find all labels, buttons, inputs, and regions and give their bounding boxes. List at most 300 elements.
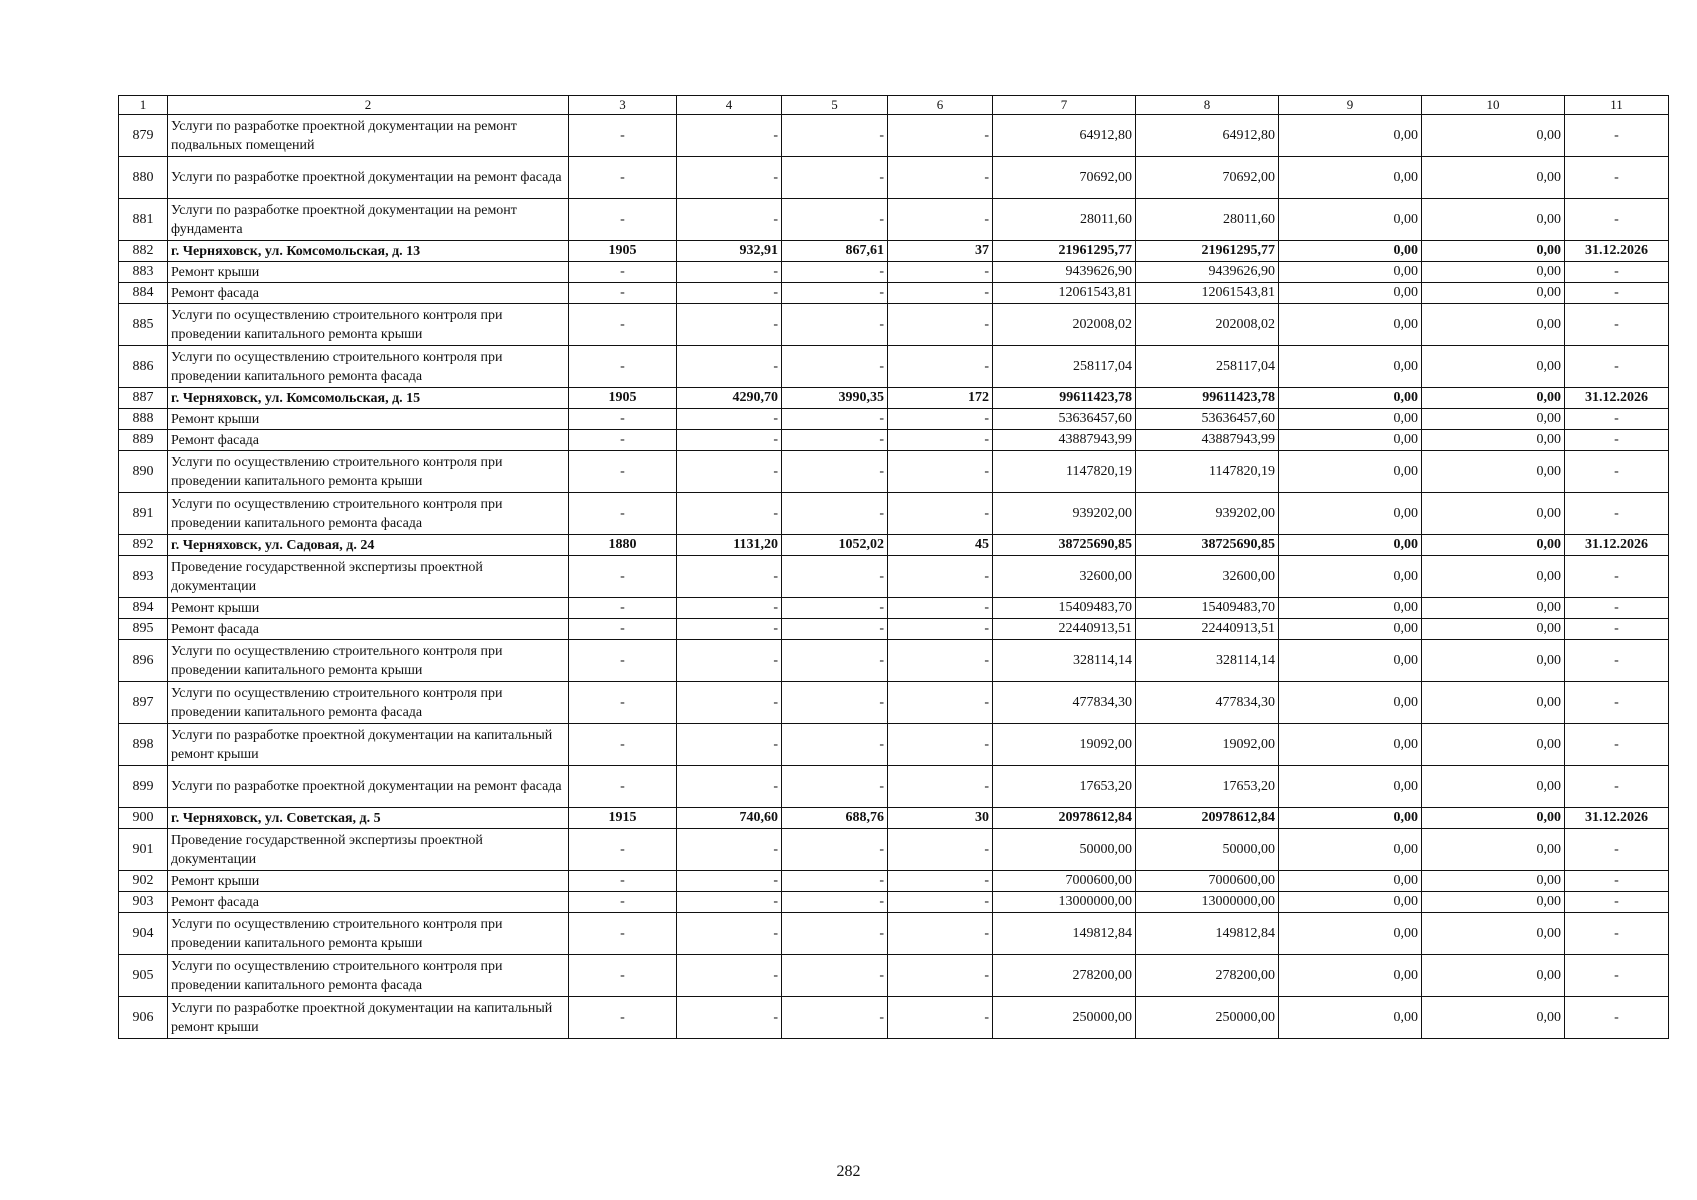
address-row — [119, 388, 1669, 409]
row-number-cell: 887 — [119, 388, 168, 409]
total-area-cell: - — [677, 892, 782, 913]
table-row — [119, 598, 1669, 619]
deadline-cell: - — [1565, 871, 1669, 892]
total-area-cell: - — [677, 115, 782, 157]
fund-cost-cell: 7000600,00 — [1136, 871, 1279, 892]
budget-cost-cell: 0,00 — [1279, 388, 1422, 409]
header-cell: 6 — [888, 96, 993, 115]
year-cell: - — [569, 913, 677, 955]
fund-cost-cell: 939202,00 — [1136, 493, 1279, 535]
table-row — [119, 619, 1669, 640]
year-cell: - — [569, 682, 677, 724]
budget-cost-cell: 0,00 — [1279, 682, 1422, 724]
total-cost-cell: 38725690,85 — [993, 535, 1136, 556]
table-row — [119, 871, 1669, 892]
residents-cell: 37 — [888, 241, 993, 262]
item-name-cell: Ремонт фасада — [168, 283, 569, 304]
budget-cost-cell: 0,00 — [1279, 304, 1422, 346]
table-row — [119, 199, 1669, 241]
item-name-cell: Ремонт крыши — [168, 871, 569, 892]
residents-cell: - — [888, 598, 993, 619]
total-area-cell: - — [677, 346, 782, 388]
total-cost-cell: 22440913,51 — [993, 619, 1136, 640]
living-area-cell: - — [782, 766, 888, 808]
year-cell: - — [569, 115, 677, 157]
other-cost-cell: 0,00 — [1422, 262, 1565, 283]
address-row — [119, 241, 1669, 262]
budget-cost-cell: 0,00 — [1279, 871, 1422, 892]
living-area-cell: - — [782, 199, 888, 241]
other-cost-cell: 0,00 — [1422, 493, 1565, 535]
table-row — [119, 451, 1669, 493]
row-number-cell: 894 — [119, 598, 168, 619]
total-area-cell: - — [677, 157, 782, 199]
header-cell: 8 — [1136, 96, 1279, 115]
residents-cell: - — [888, 640, 993, 682]
fund-cost-cell: 20978612,84 — [1136, 808, 1279, 829]
budget-cost-cell: 0,00 — [1279, 598, 1422, 619]
table-row — [119, 304, 1669, 346]
table-row — [119, 955, 1669, 997]
table-row — [119, 556, 1669, 598]
residents-cell: - — [888, 724, 993, 766]
total-area-cell: - — [677, 409, 782, 430]
budget-cost-cell: 0,00 — [1279, 892, 1422, 913]
living-area-cell: 867,61 — [782, 241, 888, 262]
budget-cost-cell: 0,00 — [1279, 199, 1422, 241]
item-name-cell: Услуги по разработке проектной документации на ремонт фасада — [168, 766, 569, 808]
year-cell: 1915 — [569, 808, 677, 829]
total-cost-cell: 21961295,77 — [993, 241, 1136, 262]
document-table-container — [118, 95, 1669, 1039]
budget-cost-cell: 0,00 — [1279, 997, 1422, 1039]
table-row — [119, 682, 1669, 724]
item-name-cell: г. Черняховск, ул. Садовая, д. 24 — [168, 535, 569, 556]
fund-cost-cell: 64912,80 — [1136, 115, 1279, 157]
row-number-cell: 883 — [119, 262, 168, 283]
deadline-cell: - — [1565, 997, 1669, 1039]
fund-cost-cell: 202008,02 — [1136, 304, 1279, 346]
row-number-cell: 893 — [119, 556, 168, 598]
fund-cost-cell: 250000,00 — [1136, 997, 1279, 1039]
year-cell: - — [569, 766, 677, 808]
deadline-cell: - — [1565, 682, 1669, 724]
row-number-cell: 900 — [119, 808, 168, 829]
year-cell: - — [569, 640, 677, 682]
fund-cost-cell: 278200,00 — [1136, 955, 1279, 997]
item-name-cell: Услуги по разработке проектной документации на ремонт фундамента — [168, 199, 569, 241]
address-row — [119, 808, 1669, 829]
budget-cost-cell: 0,00 — [1279, 556, 1422, 598]
fund-cost-cell: 258117,04 — [1136, 346, 1279, 388]
row-number-cell: 890 — [119, 451, 168, 493]
fund-cost-cell: 32600,00 — [1136, 556, 1279, 598]
living-area-cell: - — [782, 346, 888, 388]
total-cost-cell: 43887943,99 — [993, 430, 1136, 451]
total-area-cell: 4290,70 — [677, 388, 782, 409]
other-cost-cell: 0,00 — [1422, 451, 1565, 493]
total-cost-cell: 7000600,00 — [993, 871, 1136, 892]
table-row — [119, 262, 1669, 283]
header-cell: 4 — [677, 96, 782, 115]
living-area-cell: - — [782, 871, 888, 892]
item-name-cell: Проведение государственной экспертизы проектной документации — [168, 556, 569, 598]
year-cell: - — [569, 598, 677, 619]
total-cost-cell: 328114,14 — [993, 640, 1136, 682]
total-area-cell: - — [677, 619, 782, 640]
item-name-cell: Проведение государственной экспертизы проектной документации — [168, 829, 569, 871]
living-area-cell: - — [782, 724, 888, 766]
other-cost-cell: 0,00 — [1422, 115, 1565, 157]
fund-cost-cell: 21961295,77 — [1136, 241, 1279, 262]
living-area-cell: - — [782, 451, 888, 493]
total-area-cell: - — [677, 913, 782, 955]
deadline-cell: - — [1565, 283, 1669, 304]
deadline-cell: - — [1565, 955, 1669, 997]
deadline-cell: - — [1565, 199, 1669, 241]
other-cost-cell: 0,00 — [1422, 199, 1565, 241]
row-number-cell: 902 — [119, 871, 168, 892]
table-row — [119, 430, 1669, 451]
budget-cost-cell: 0,00 — [1279, 346, 1422, 388]
budget-cost-cell: 0,00 — [1279, 724, 1422, 766]
item-name-cell: Услуги по осуществлению строительного контроля при проведении капитального ремонта крыши — [168, 304, 569, 346]
residents-cell: - — [888, 451, 993, 493]
deadline-cell: - — [1565, 493, 1669, 535]
row-number-cell: 891 — [119, 493, 168, 535]
total-area-cell: - — [677, 556, 782, 598]
item-name-cell: г. Черняховск, ул. Советская, д. 5 — [168, 808, 569, 829]
total-area-cell: - — [677, 304, 782, 346]
item-name-cell: Услуги по осуществлению строительного контроля при проведении капитального ремонта крыши — [168, 913, 569, 955]
total-area-cell: - — [677, 829, 782, 871]
year-cell: - — [569, 493, 677, 535]
living-area-cell: - — [782, 598, 888, 619]
budget-cost-cell: 0,00 — [1279, 283, 1422, 304]
fund-cost-cell: 28011,60 — [1136, 199, 1279, 241]
deadline-cell: 31.12.2026 — [1565, 535, 1669, 556]
table-row — [119, 829, 1669, 871]
budget-cost-cell: 0,00 — [1279, 430, 1422, 451]
row-number-cell: 899 — [119, 766, 168, 808]
year-cell: - — [569, 409, 677, 430]
year-cell: - — [569, 955, 677, 997]
living-area-cell: - — [782, 997, 888, 1039]
year-cell: - — [569, 199, 677, 241]
row-number-cell: 882 — [119, 241, 168, 262]
living-area-cell: - — [782, 829, 888, 871]
item-name-cell: Услуги по осуществлению строительного контроля при проведении капитального ремонта фасада — [168, 346, 569, 388]
deadline-cell: - — [1565, 556, 1669, 598]
living-area-cell: - — [782, 283, 888, 304]
living-area-cell: - — [782, 262, 888, 283]
item-name-cell: г. Черняховск, ул. Комсомольская, д. 15 — [168, 388, 569, 409]
year-cell: - — [569, 556, 677, 598]
fund-cost-cell: 17653,20 — [1136, 766, 1279, 808]
row-number-cell: 886 — [119, 346, 168, 388]
row-number-cell: 888 — [119, 409, 168, 430]
residents-cell: - — [888, 871, 993, 892]
other-cost-cell: 0,00 — [1422, 388, 1565, 409]
row-number-cell: 896 — [119, 640, 168, 682]
deadline-cell: - — [1565, 913, 1669, 955]
item-name-cell: Услуги по разработке проектной документации на капитальный ремонт крыши — [168, 724, 569, 766]
deadline-cell: - — [1565, 157, 1669, 199]
total-cost-cell: 9439626,90 — [993, 262, 1136, 283]
deadline-cell: - — [1565, 451, 1669, 493]
budget-cost-cell: 0,00 — [1279, 493, 1422, 535]
year-cell: - — [569, 157, 677, 199]
table-row — [119, 283, 1669, 304]
header-cell: 11 — [1565, 96, 1669, 115]
table-row — [119, 115, 1669, 157]
residents-cell: - — [888, 493, 993, 535]
residents-cell: - — [888, 409, 993, 430]
total-area-cell: 1131,20 — [677, 535, 782, 556]
fund-cost-cell: 15409483,70 — [1136, 598, 1279, 619]
total-cost-cell: 149812,84 — [993, 913, 1136, 955]
other-cost-cell: 0,00 — [1422, 913, 1565, 955]
row-number-cell: 884 — [119, 283, 168, 304]
other-cost-cell: 0,00 — [1422, 346, 1565, 388]
fund-cost-cell: 13000000,00 — [1136, 892, 1279, 913]
total-cost-cell: 1147820,19 — [993, 451, 1136, 493]
row-number-cell: 880 — [119, 157, 168, 199]
other-cost-cell: 0,00 — [1422, 283, 1565, 304]
fund-cost-cell: 19092,00 — [1136, 724, 1279, 766]
residents-cell: - — [888, 913, 993, 955]
item-name-cell: Услуги по осуществлению строительного контроля при проведении капитального ремонта крыши — [168, 640, 569, 682]
living-area-cell: - — [782, 493, 888, 535]
total-area-cell: - — [677, 871, 782, 892]
deadline-cell: - — [1565, 409, 1669, 430]
total-area-cell: - — [677, 451, 782, 493]
row-number-cell: 903 — [119, 892, 168, 913]
item-name-cell: Услуги по осуществлению строительного контроля при проведении капитального ремонта фасада — [168, 493, 569, 535]
row-number-cell: 889 — [119, 430, 168, 451]
table-row — [119, 892, 1669, 913]
deadline-cell: 31.12.2026 — [1565, 808, 1669, 829]
residents-cell: 45 — [888, 535, 993, 556]
row-number-cell: 885 — [119, 304, 168, 346]
living-area-cell: 688,76 — [782, 808, 888, 829]
other-cost-cell: 0,00 — [1422, 955, 1565, 997]
other-cost-cell: 0,00 — [1422, 871, 1565, 892]
other-cost-cell: 0,00 — [1422, 892, 1565, 913]
total-cost-cell: 28011,60 — [993, 199, 1136, 241]
budget-cost-cell: 0,00 — [1279, 451, 1422, 493]
fund-cost-cell: 50000,00 — [1136, 829, 1279, 871]
total-area-cell: - — [677, 724, 782, 766]
year-cell: - — [569, 262, 677, 283]
residents-cell: - — [888, 157, 993, 199]
other-cost-cell: 0,00 — [1422, 409, 1565, 430]
residents-cell: - — [888, 766, 993, 808]
total-cost-cell: 12061543,81 — [993, 283, 1136, 304]
item-name-cell: Ремонт крыши — [168, 598, 569, 619]
table-body — [119, 115, 1669, 1039]
table-row — [119, 409, 1669, 430]
total-area-cell: - — [677, 682, 782, 724]
total-area-cell: - — [677, 493, 782, 535]
fund-cost-cell: 328114,14 — [1136, 640, 1279, 682]
total-cost-cell: 64912,80 — [993, 115, 1136, 157]
total-area-cell: - — [677, 766, 782, 808]
other-cost-cell: 0,00 — [1422, 157, 1565, 199]
total-area-cell: - — [677, 262, 782, 283]
fund-cost-cell: 477834,30 — [1136, 682, 1279, 724]
total-area-cell: - — [677, 997, 782, 1039]
year-cell: - — [569, 871, 677, 892]
fund-cost-cell: 149812,84 — [1136, 913, 1279, 955]
table-row — [119, 157, 1669, 199]
year-cell: - — [569, 892, 677, 913]
header-cell: 1 — [119, 96, 168, 115]
living-area-cell: - — [782, 892, 888, 913]
budget-cost-cell: 0,00 — [1279, 157, 1422, 199]
deadline-cell: - — [1565, 346, 1669, 388]
table-row — [119, 724, 1669, 766]
total-area-cell: - — [677, 640, 782, 682]
budget-cost-cell: 0,00 — [1279, 766, 1422, 808]
table-row — [119, 913, 1669, 955]
item-name-cell: Ремонт крыши — [168, 409, 569, 430]
item-name-cell: Ремонт фасада — [168, 430, 569, 451]
other-cost-cell: 0,00 — [1422, 829, 1565, 871]
residents-cell: - — [888, 199, 993, 241]
residents-cell: 172 — [888, 388, 993, 409]
total-cost-cell: 19092,00 — [993, 724, 1136, 766]
year-cell: - — [569, 619, 677, 640]
total-cost-cell: 17653,20 — [993, 766, 1136, 808]
fund-cost-cell: 38725690,85 — [1136, 535, 1279, 556]
budget-cost-cell: 0,00 — [1279, 409, 1422, 430]
other-cost-cell: 0,00 — [1422, 241, 1565, 262]
total-cost-cell: 939202,00 — [993, 493, 1136, 535]
deadline-cell: - — [1565, 892, 1669, 913]
other-cost-cell: 0,00 — [1422, 304, 1565, 346]
deadline-cell: - — [1565, 640, 1669, 682]
residents-cell: - — [888, 955, 993, 997]
item-name-cell: Услуги по осуществлению строительного контроля при проведении капитального ремонта фасада — [168, 682, 569, 724]
other-cost-cell: 0,00 — [1422, 997, 1565, 1039]
total-cost-cell: 13000000,00 — [993, 892, 1136, 913]
row-number-cell: 905 — [119, 955, 168, 997]
table-row — [119, 493, 1669, 535]
total-area-cell: - — [677, 955, 782, 997]
item-name-cell: Ремонт фасада — [168, 619, 569, 640]
item-name-cell: Услуги по осуществлению строительного контроля при проведении капитального ремонта фасада — [168, 955, 569, 997]
year-cell: 1880 — [569, 535, 677, 556]
total-area-cell: - — [677, 430, 782, 451]
budget-cost-cell: 0,00 — [1279, 808, 1422, 829]
living-area-cell: - — [782, 640, 888, 682]
total-cost-cell: 99611423,78 — [993, 388, 1136, 409]
other-cost-cell: 0,00 — [1422, 535, 1565, 556]
item-name-cell: Услуги по разработке проектной документации на ремонт фасада — [168, 157, 569, 199]
row-number-cell: 906 — [119, 997, 168, 1039]
residents-cell: - — [888, 262, 993, 283]
residents-cell: - — [888, 682, 993, 724]
item-name-cell: Услуги по разработке проектной документации на капитальный ремонт крыши — [168, 997, 569, 1039]
budget-cost-cell: 0,00 — [1279, 829, 1422, 871]
residents-cell: 30 — [888, 808, 993, 829]
living-area-cell: - — [782, 409, 888, 430]
deadline-cell: - — [1565, 598, 1669, 619]
residents-cell: - — [888, 283, 993, 304]
year-cell: - — [569, 829, 677, 871]
total-cost-cell: 250000,00 — [993, 997, 1136, 1039]
other-cost-cell: 0,00 — [1422, 556, 1565, 598]
living-area-cell: - — [782, 955, 888, 997]
year-cell: - — [569, 997, 677, 1039]
address-row — [119, 535, 1669, 556]
header-cell: 3 — [569, 96, 677, 115]
row-number-cell: 892 — [119, 535, 168, 556]
table-row — [119, 997, 1669, 1039]
header-cell: 9 — [1279, 96, 1422, 115]
header-cell: 7 — [993, 96, 1136, 115]
deadline-cell: - — [1565, 430, 1669, 451]
budget-cost-cell: 0,00 — [1279, 262, 1422, 283]
total-area-cell: 740,60 — [677, 808, 782, 829]
row-number-cell: 898 — [119, 724, 168, 766]
total-cost-cell: 278200,00 — [993, 955, 1136, 997]
year-cell: 1905 — [569, 241, 677, 262]
budget-cost-cell: 0,00 — [1279, 640, 1422, 682]
header-cell: 5 — [782, 96, 888, 115]
residents-cell: - — [888, 115, 993, 157]
table-row — [119, 766, 1669, 808]
row-number-cell: 904 — [119, 913, 168, 955]
deadline-cell: - — [1565, 829, 1669, 871]
living-area-cell: - — [782, 304, 888, 346]
deadline-cell: - — [1565, 304, 1669, 346]
total-cost-cell: 477834,30 — [993, 682, 1136, 724]
deadline-cell: - — [1565, 619, 1669, 640]
total-cost-cell: 32600,00 — [993, 556, 1136, 598]
deadline-cell: - — [1565, 262, 1669, 283]
budget-cost-cell: 0,00 — [1279, 241, 1422, 262]
budget-cost-cell: 0,00 — [1279, 955, 1422, 997]
year-cell: - — [569, 430, 677, 451]
total-cost-cell: 50000,00 — [993, 829, 1136, 871]
column-number-header-row — [119, 96, 1669, 115]
fund-cost-cell: 53636457,60 — [1136, 409, 1279, 430]
residents-cell: - — [888, 619, 993, 640]
item-name-cell: г. Черняховск, ул. Комсомольская, д. 13 — [168, 241, 569, 262]
item-name-cell: Услуги по осуществлению строительного контроля при проведении капитального ремонта крыши — [168, 451, 569, 493]
other-cost-cell: 0,00 — [1422, 766, 1565, 808]
living-area-cell: - — [782, 682, 888, 724]
total-area-cell: - — [677, 598, 782, 619]
row-number-cell: 879 — [119, 115, 168, 157]
residents-cell: - — [888, 346, 993, 388]
budget-cost-cell: 0,00 — [1279, 115, 1422, 157]
budget-cost-cell: 0,00 — [1279, 535, 1422, 556]
deadline-cell: - — [1565, 766, 1669, 808]
repair-program-table — [118, 95, 1669, 1039]
fund-cost-cell: 12061543,81 — [1136, 283, 1279, 304]
row-number-cell: 881 — [119, 199, 168, 241]
header-cell: 10 — [1422, 96, 1565, 115]
fund-cost-cell: 1147820,19 — [1136, 451, 1279, 493]
row-number-cell: 895 — [119, 619, 168, 640]
living-area-cell: 3990,35 — [782, 388, 888, 409]
year-cell: - — [569, 724, 677, 766]
residents-cell: - — [888, 304, 993, 346]
budget-cost-cell: 0,00 — [1279, 619, 1422, 640]
